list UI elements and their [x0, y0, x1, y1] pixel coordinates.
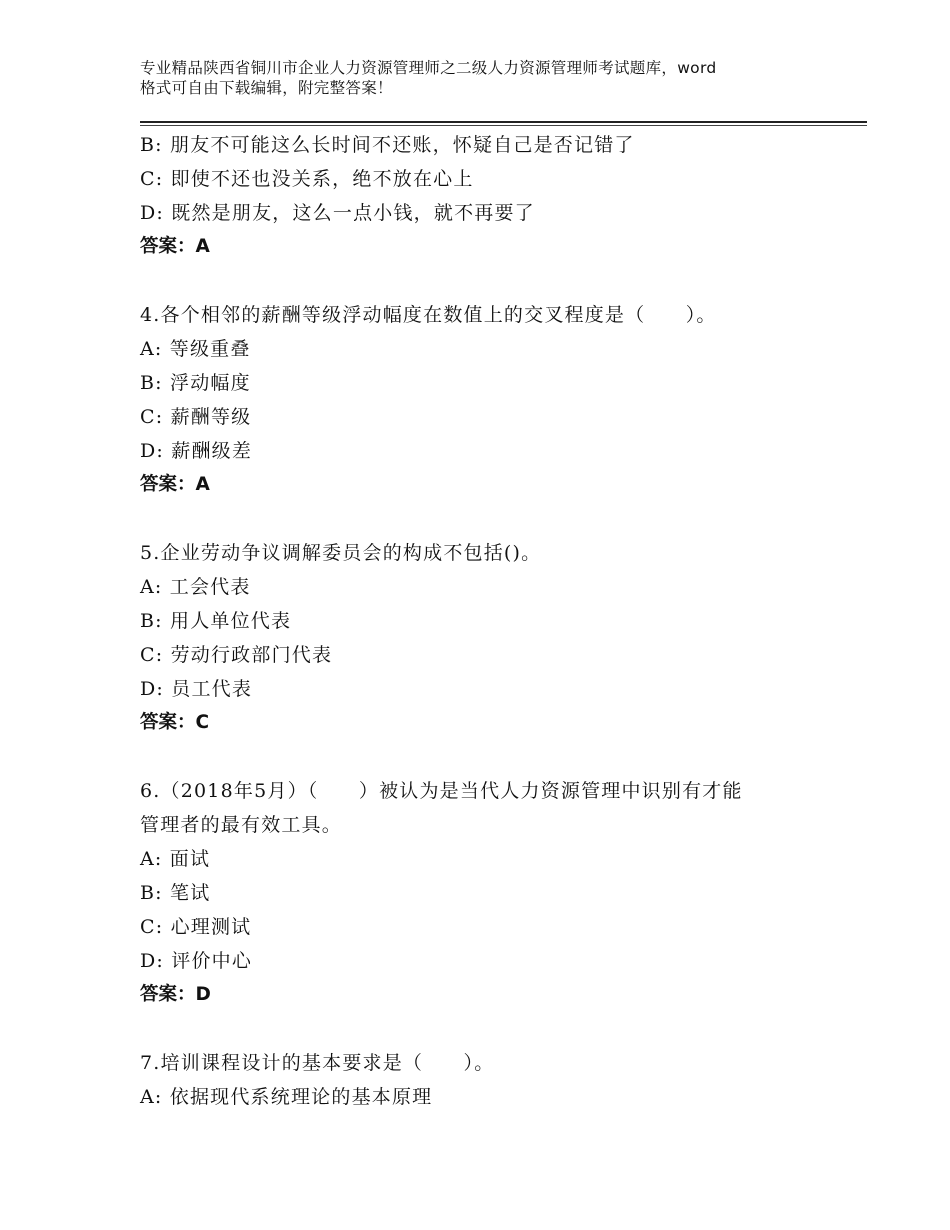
answer-label: 答案：C	[140, 712, 210, 733]
option-d: D: 评价中心	[140, 950, 253, 972]
question-text-line-2: 管理者的最有效工具。	[140, 814, 343, 836]
answer-label: 答案：A	[140, 474, 210, 495]
option-b: B: 用人单位代表	[140, 610, 292, 632]
answer-label: 答案：D	[140, 984, 211, 1005]
option-a: A: 等级重叠	[140, 338, 251, 360]
question-6	[140, 774, 840, 1012]
question-list	[140, 128, 840, 1114]
option-d: D: 员工代表	[140, 678, 253, 700]
option-d: D: 既然是朋友，这么一点小钱，就不再要了	[140, 202, 535, 224]
question-text: 5.企业劳动争议调解委员会的构成不包括()。	[140, 542, 542, 564]
option-d: D: 薪酬级差	[140, 440, 253, 462]
answer-label: 答案：A	[140, 236, 210, 257]
option-c: C: 心理测试	[140, 916, 252, 938]
spacer	[140, 264, 840, 298]
question-text-line-1: 6.（2018年5月）（ ）被认为是当代人力资源管理中识别有才能	[140, 780, 743, 802]
document-header	[140, 58, 840, 98]
question-4	[140, 298, 840, 502]
header-rule-thin	[140, 125, 867, 126]
question-7	[140, 1046, 840, 1114]
spacer	[140, 740, 840, 774]
option-c: C: 即使不还也没关系，绝不放在心上	[140, 168, 474, 190]
option-a: A: 面试	[140, 848, 211, 870]
question-5	[140, 536, 840, 740]
question-text: 7.培训课程设计的基本要求是（ ）。	[140, 1052, 495, 1074]
header-line-2: 格式可自由下载编辑，附完整答案！	[140, 79, 393, 97]
header-rule-thick	[140, 121, 867, 123]
option-a: A: 工会代表	[140, 576, 251, 598]
question-3	[140, 128, 840, 264]
spacer	[140, 502, 840, 536]
option-c: C: 劳动行政部门代表	[140, 644, 333, 666]
question-text: 4.各个相邻的薪酬等级浮动幅度在数值上的交叉程度是（ ）。	[140, 304, 717, 326]
option-c: C: 薪酬等级	[140, 406, 252, 428]
option-b: B: 笔试	[140, 882, 211, 904]
header-line-1: 专业精品陕西省铜川市企业人力资源管理师之二级人力资源管理师考试题库，word	[140, 59, 717, 77]
option-a: A: 依据现代系统理论的基本原理	[140, 1086, 433, 1108]
option-b: B: 朋友不可能这么长时间不还账，怀疑自己是否记错了	[140, 134, 635, 156]
spacer	[140, 1012, 840, 1046]
option-b: B: 浮动幅度	[140, 372, 251, 394]
